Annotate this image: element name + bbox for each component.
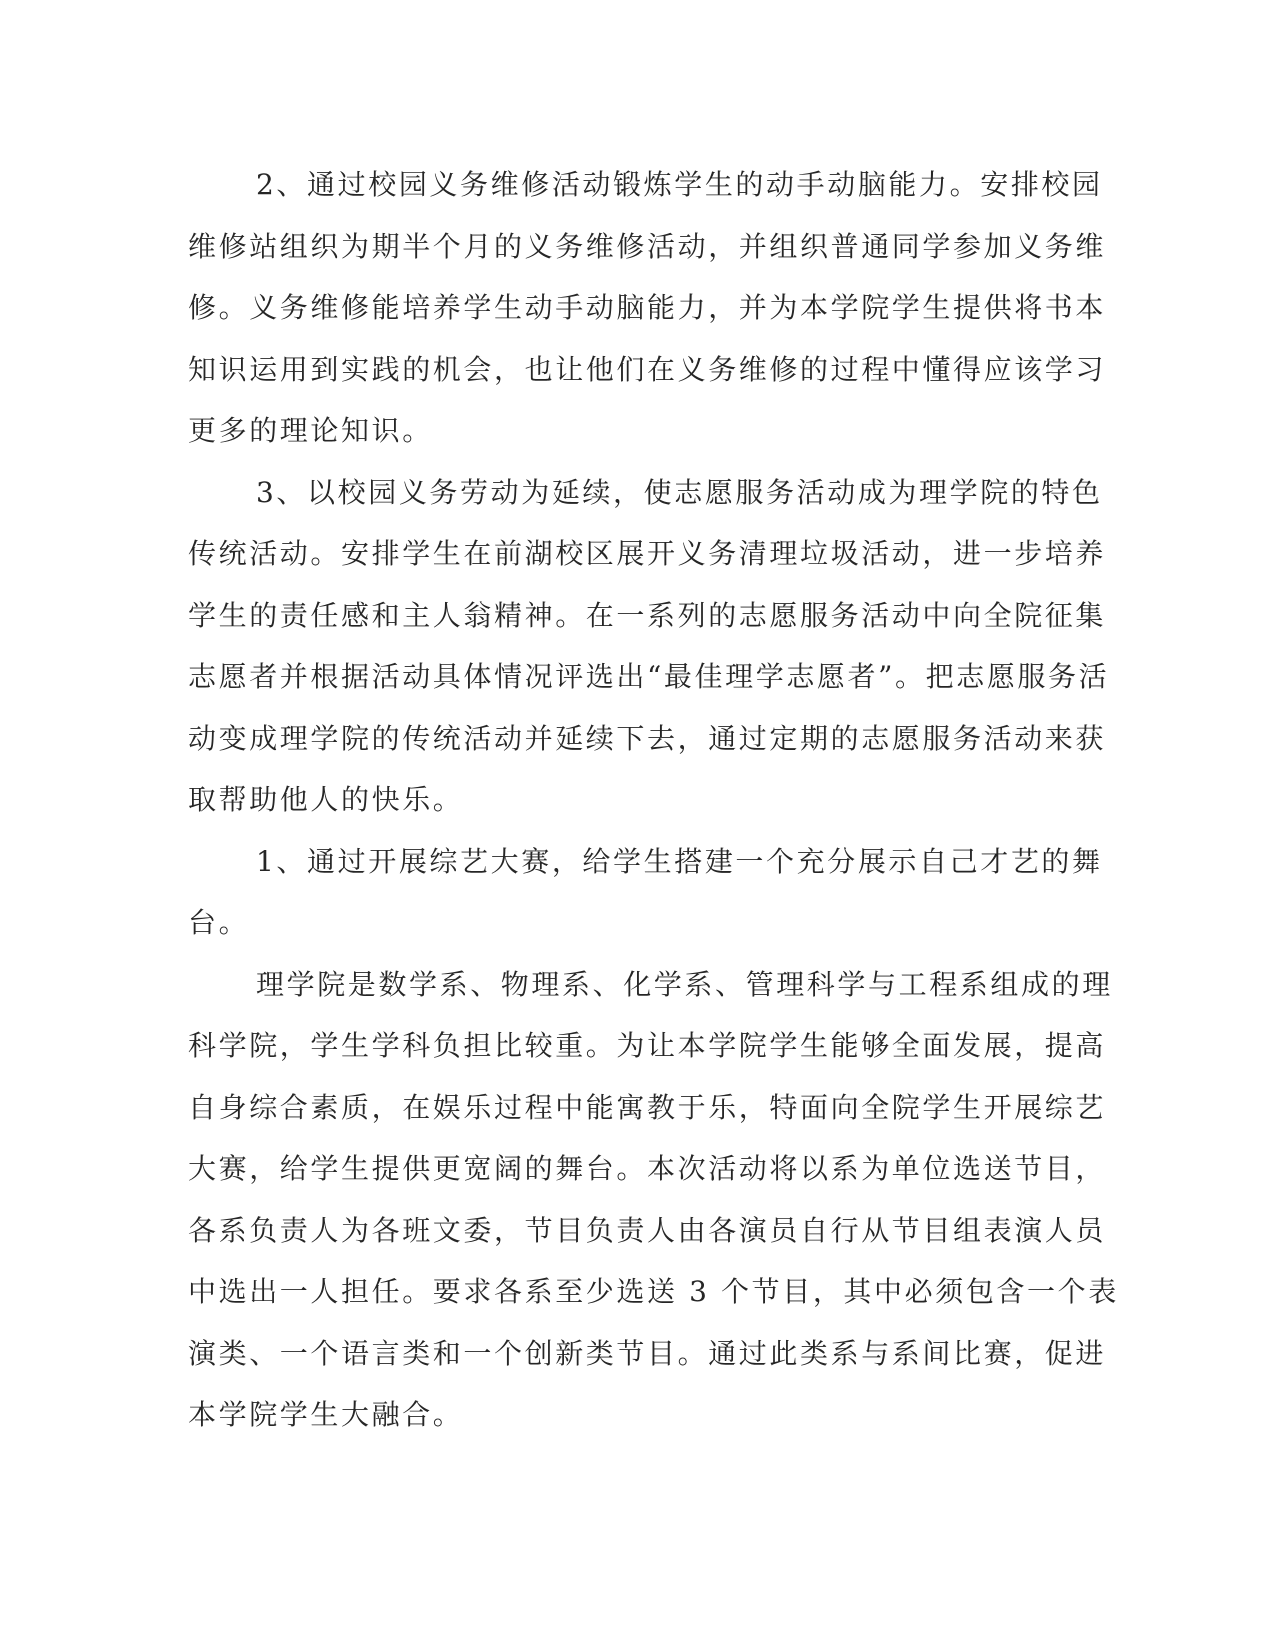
text-line: 传统活动。安排学生在前湖校区展开义务清理垃圾活动，进一步培养	[188, 537, 1107, 570]
text-line: 自身综合素质，在娱乐过程中能寓教于乐，特面向全院学生开展综艺	[188, 1090, 1107, 1124]
text-line: 中选出一人担任。要求各系至少选送 3 个节目，其中必须包含一个表	[188, 1275, 1119, 1308]
text-line: 大赛，给学生提供更宽阔的舞台。本次活动将以系为单位选送节目，	[188, 1152, 1107, 1185]
paragraph-repair-activity	[188, 154, 1107, 462]
text-line: 科学院，学生学科负担比较重。为让本学院学生能够全面发展，提高	[188, 1029, 1107, 1062]
text-line: 学生的责任感和主人翁精神。在一系列的志愿服务活动中向全院征集	[188, 598, 1107, 632]
text-line: 理学院是数学系、物理系、化学系、管理科学与工程系组成的理	[256, 967, 1113, 1001]
document-body	[188, 154, 1119, 1446]
paragraph-talent-contest-heading	[188, 831, 1103, 954]
text-line: 动变成理学院的传统活动并延续下去，通过定期的志愿服务活动来获	[188, 721, 1107, 755]
text-line: 台。	[188, 906, 250, 939]
text-line: 取帮助他人的快乐。	[188, 783, 464, 816]
text-line: 修。义务维修能培养学生动手动脑能力，并为本学院学生提供将书本	[188, 291, 1107, 324]
text-line: 2、通过校园义务维修活动锻炼学生的动手动脑能力。安排校园	[256, 168, 1103, 201]
text-line: 维修站组织为期半个月的义务维修活动，并组织普通同学参加义务维	[188, 229, 1107, 263]
text-line: 志愿者并根据活动具体情况评选出“最佳理学志愿者”。把志愿服务活	[188, 660, 1110, 693]
text-line: 知识运用到实践的机会，也让他们在义务维修的过程中懂得应该学习	[188, 352, 1107, 386]
text-line: 1、通过开展综艺大赛，给学生搭建一个充分展示自己才艺的舞	[256, 844, 1103, 878]
text-line: 更多的理论知识。	[188, 414, 433, 447]
text-line: 本学院学生大融合。	[188, 1398, 464, 1431]
paragraph-volunteer-activity	[188, 462, 1110, 831]
text-line: 演类、一个语言类和一个创新类节目。通过此类系与系间比赛，促进	[188, 1336, 1107, 1370]
paragraph-talent-contest-details	[188, 954, 1119, 1446]
text-line: 3、以校园义务劳动为延续，使志愿服务活动成为理学院的特色	[256, 475, 1103, 509]
text-line: 各系负责人为各班文委，节目负责人由各演员自行从节目组表演人员	[188, 1213, 1107, 1247]
